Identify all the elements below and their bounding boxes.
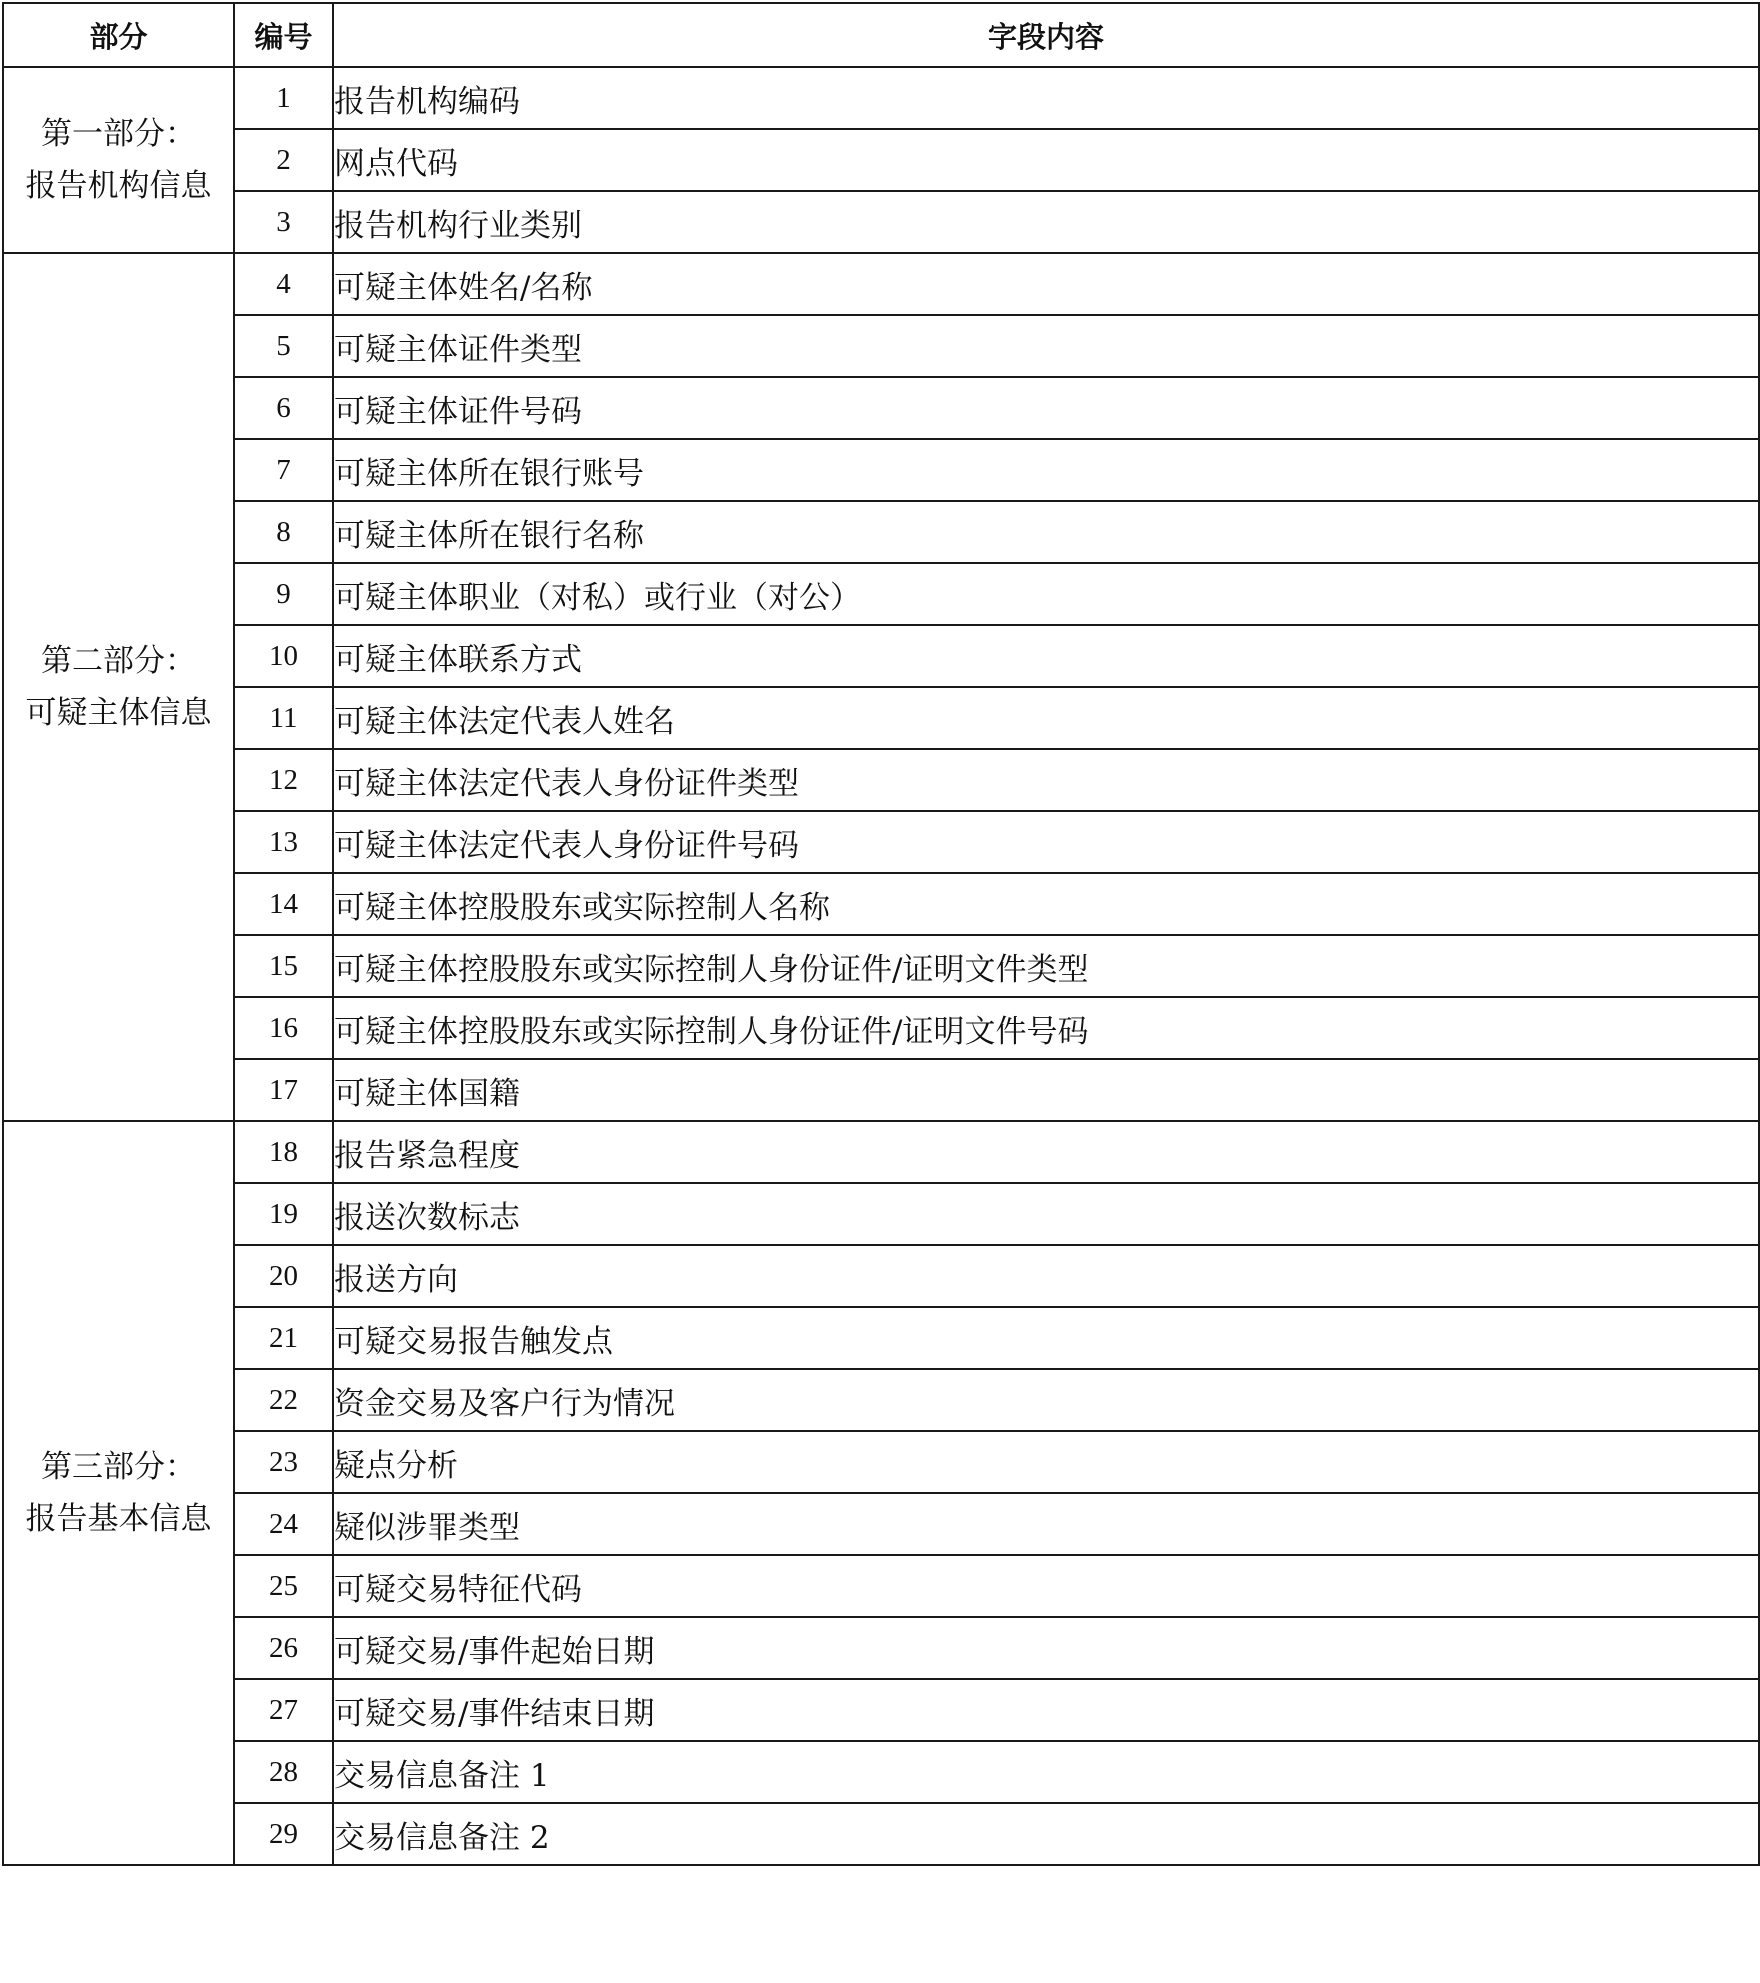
section-label-line2: 可疑主体信息 [25, 695, 212, 731]
field-number: 10 [234, 625, 333, 687]
field-content: 可疑主体联系方式 [333, 625, 1759, 687]
field-number: 16 [234, 997, 333, 1059]
field-number: 4 [234, 253, 333, 315]
field-number: 26 [234, 1617, 333, 1679]
table-row [3, 1741, 1759, 1803]
field-table [2, 2, 1760, 1866]
table-row [3, 1121, 1759, 1183]
field-number: 24 [234, 1493, 333, 1555]
field-content: 可疑主体所在银行账号 [333, 439, 1759, 501]
table-body [3, 67, 1759, 1865]
field-content: 可疑主体控股股东或实际控制人身份证件/证明文件类型 [333, 935, 1759, 997]
field-content: 网点代码 [333, 129, 1759, 191]
field-number: 3 [234, 191, 333, 253]
table-row [3, 1431, 1759, 1493]
field-number: 22 [234, 1369, 333, 1431]
table-row [3, 1803, 1759, 1865]
field-content: 可疑主体控股股东或实际控制人身份证件/证明文件号码 [333, 997, 1759, 1059]
section-label [3, 253, 234, 1121]
table-row [3, 687, 1759, 749]
field-content: 可疑主体国籍 [333, 1059, 1759, 1121]
table-row [3, 129, 1759, 191]
header-row [3, 3, 1759, 67]
header-content: 字段内容 [333, 3, 1759, 67]
field-number: 28 [234, 1741, 333, 1803]
field-number: 17 [234, 1059, 333, 1121]
field-number: 1 [234, 67, 333, 129]
field-number: 20 [234, 1245, 333, 1307]
field-number: 6 [234, 377, 333, 439]
field-content: 可疑主体职业（对私）或行业（对公） [333, 563, 1759, 625]
field-content: 疑点分析 [333, 1431, 1759, 1493]
field-content: 交易信息备注 1 [333, 1741, 1759, 1803]
table-row [3, 67, 1759, 129]
field-content: 可疑主体证件类型 [333, 315, 1759, 377]
section-label [3, 1121, 234, 1865]
table-row [3, 191, 1759, 253]
field-number: 18 [234, 1121, 333, 1183]
field-content: 报告机构行业类别 [333, 191, 1759, 253]
table-row [3, 625, 1759, 687]
field-number: 19 [234, 1183, 333, 1245]
table-row [3, 1307, 1759, 1369]
field-content: 报告紧急程度 [333, 1121, 1759, 1183]
table-row [3, 749, 1759, 811]
table-row [3, 1183, 1759, 1245]
section-label-line2: 报告基本信息 [25, 1501, 212, 1537]
field-content: 可疑主体证件号码 [333, 377, 1759, 439]
table-row [3, 1059, 1759, 1121]
table-row [3, 1617, 1759, 1679]
field-content: 可疑主体所在银行名称 [333, 501, 1759, 563]
field-number: 15 [234, 935, 333, 997]
table-row [3, 1555, 1759, 1617]
field-content: 可疑交易报告触发点 [333, 1307, 1759, 1369]
field-number: 9 [234, 563, 333, 625]
table-row [3, 1245, 1759, 1307]
field-content: 可疑主体法定代表人姓名 [333, 687, 1759, 749]
table-row [3, 997, 1759, 1059]
field-number: 8 [234, 501, 333, 563]
table-row [3, 563, 1759, 625]
field-number: 2 [234, 129, 333, 191]
table-row [3, 253, 1759, 315]
table-row [3, 1679, 1759, 1741]
section-label-line2: 报告机构信息 [25, 168, 212, 204]
field-content: 疑似涉罪类型 [333, 1493, 1759, 1555]
header-part: 部分 [3, 3, 234, 67]
table-row [3, 1493, 1759, 1555]
field-number: 21 [234, 1307, 333, 1369]
field-number: 12 [234, 749, 333, 811]
field-content: 资金交易及客户行为情况 [333, 1369, 1759, 1431]
field-content: 报告机构编码 [333, 67, 1759, 129]
table-row [3, 1369, 1759, 1431]
field-content: 可疑主体法定代表人身份证件类型 [333, 749, 1759, 811]
field-number: 27 [234, 1679, 333, 1741]
table-row [3, 377, 1759, 439]
table-row [3, 873, 1759, 935]
table-row [3, 315, 1759, 377]
field-content: 可疑交易特征代码 [333, 1555, 1759, 1617]
field-content: 可疑主体法定代表人身份证件号码 [333, 811, 1759, 873]
table-row [3, 935, 1759, 997]
section-label [3, 67, 234, 253]
section-label-line1: 第二部分： [41, 643, 196, 679]
field-number: 29 [234, 1803, 333, 1865]
table-row [3, 501, 1759, 563]
field-number: 23 [234, 1431, 333, 1493]
field-content: 可疑主体控股股东或实际控制人名称 [333, 873, 1759, 935]
table-row [3, 439, 1759, 501]
field-number: 13 [234, 811, 333, 873]
field-content: 报送次数标志 [333, 1183, 1759, 1245]
field-number: 5 [234, 315, 333, 377]
field-number: 14 [234, 873, 333, 935]
section-label-line1: 第三部分： [41, 1449, 196, 1485]
table-row [3, 811, 1759, 873]
field-content: 可疑主体姓名/名称 [333, 253, 1759, 315]
field-content: 可疑交易/事件结束日期 [333, 1679, 1759, 1741]
field-number: 7 [234, 439, 333, 501]
field-content: 可疑交易/事件起始日期 [333, 1617, 1759, 1679]
field-content: 交易信息备注 2 [333, 1803, 1759, 1865]
field-number: 25 [234, 1555, 333, 1617]
field-number: 11 [234, 687, 333, 749]
header-number: 编号 [234, 3, 333, 67]
section-label-line1: 第一部分： [41, 116, 196, 152]
field-content: 报送方向 [333, 1245, 1759, 1307]
